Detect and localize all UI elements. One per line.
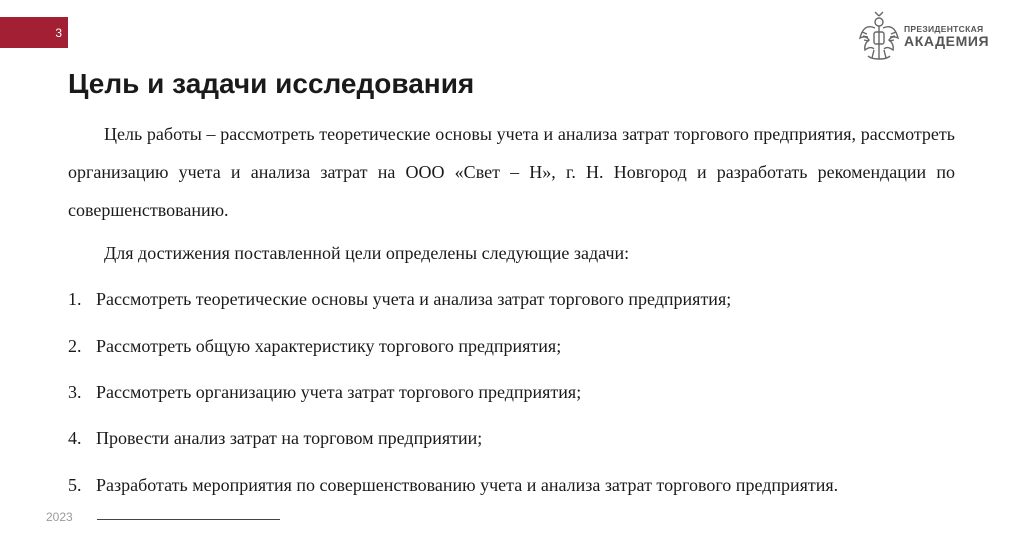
task-text: Провести анализ затрат на торговом предприятии; <box>96 428 483 448</box>
task-item <box>68 426 955 450</box>
task-number: 5. <box>68 475 82 495</box>
eagle-emblem-icon <box>858 10 900 62</box>
slide-number-badge <box>0 17 68 48</box>
task-item <box>68 380 955 404</box>
task-text: Рассмотреть теоретические основы учета и анализа затрат торгового предприятия; <box>96 289 732 309</box>
task-text: Разработать мероприятия по совершенствованию учета и анализа затрат торгового предприятия. <box>96 475 839 495</box>
goal-paragraph: Цель работы – рассмотреть теоретические основы учета и анализа затрат торгового предприятия, рассмотреть организацию учета и анализа затрат на ООО «Свет – Н», г. Н. Новгород и разработать рекомендации по совершенствованию. <box>68 124 955 220</box>
academy-logo <box>858 10 998 66</box>
footer-divider <box>97 519 280 520</box>
slide-number: 3 <box>55 25 62 40</box>
task-text: Рассмотреть организацию учета затрат торгового предприятия; <box>96 382 582 402</box>
task-number: 1. <box>68 289 82 309</box>
task-number: 4. <box>68 428 82 448</box>
task-number: 2. <box>68 336 82 356</box>
footer-year: 2023 <box>46 510 73 524</box>
task-item <box>68 473 955 497</box>
logo-line2: АКАДЕМИЯ <box>904 33 990 49</box>
logo-line1: ПРЕЗИДЕНТСКАЯ <box>904 24 984 34</box>
task-item <box>68 334 955 358</box>
tasks-intro: Для достижения поставленной цели определены следующие задачи: <box>104 243 630 263</box>
slide-title: Цель и задачи исследования <box>68 68 475 99</box>
task-text: Рассмотреть общую характеристику торгового предприятия; <box>96 336 562 356</box>
task-item <box>68 287 955 311</box>
task-number: 3. <box>68 382 82 402</box>
